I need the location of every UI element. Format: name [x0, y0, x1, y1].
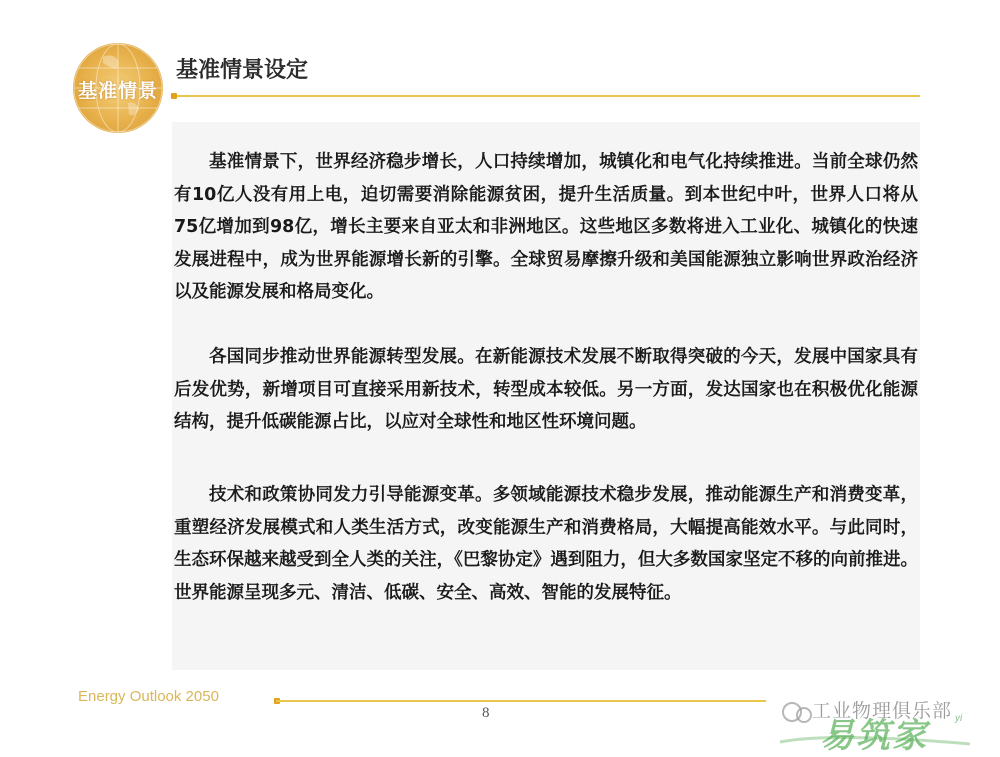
paragraph-baseline-scenario: 基准情景下，世界经济稳步增长，人口持续增加，城镇化和电气化持续推进。当前全球仍然有10亿人没有用上电，迫切需要消除能源贫困，提升生活质量。到本世纪中叶，世界人口将从75亿增加到98亿，增长主要来自亚太和非洲地区。这些地区多数将进入工业化、城镇化的快速发展进程中，成为世界能源增长新的引擎。全球贸易摩擦升级和美国能源独立影响世界政治经济以及能源发展和格局变化。	[174, 152, 918, 302]
watermark-url: yi	[955, 713, 963, 724]
header-divider-marker	[171, 93, 177, 99]
paragraph-technology-policy: 技术和政策协同发力引导能源变革。多领域能源技术稳步发展，推动能源生产和消费变革，重塑经济发展模式和人类生活方式，改变能源生产和消费格局，大幅提高能效水平。与此同时，生态环保越来越受到全人类的关注，《巴黎协定》遇到阻力，但大多数国家坚定不移的向前推进。世界能源呈现多元、清洁、低碳、安全、高效、智能的发展特征。	[174, 485, 918, 603]
footer-divider	[276, 700, 766, 702]
page-title: 基准情景设定	[176, 58, 309, 83]
footer-brand: Energy Outlook 2050	[78, 688, 219, 705]
logo-label: 基准情景	[77, 80, 158, 102]
watermark-label: 工业物理俱乐部	[812, 700, 953, 722]
watermark-brand: 易筑家	[820, 716, 928, 756]
section-logo	[73, 43, 163, 133]
paragraph-energy-transition: 各国同步推动世界能源转型发展。在新能源技术发展不断取得突破的今天，发展中国家具有后发优势，新增项目可直接采用新技术，转型成本较低。另一方面，发达国家也在积极优化能源结构，提升低碳能源占比，以应对全球性和地区性环境问题。	[174, 347, 918, 432]
page-number: 8	[482, 705, 490, 721]
header-divider	[172, 95, 920, 97]
